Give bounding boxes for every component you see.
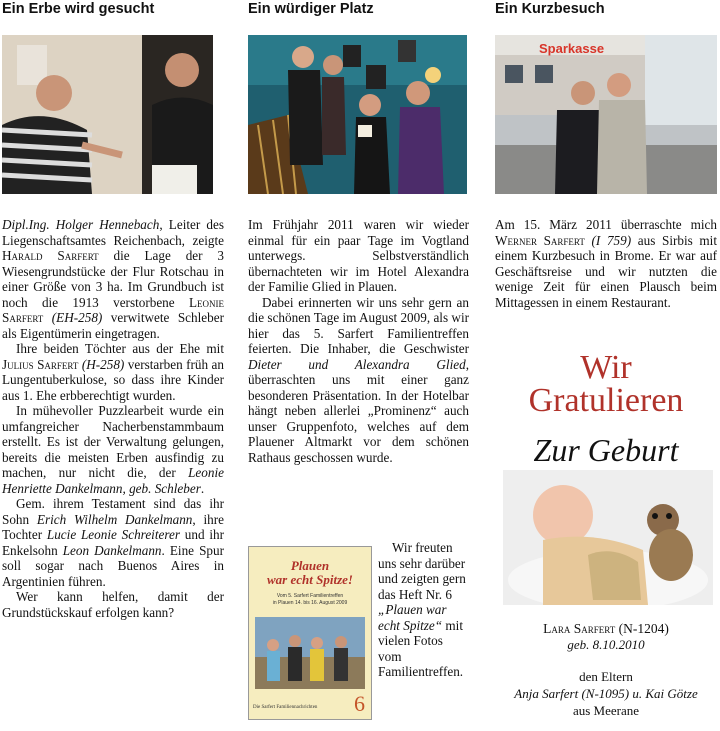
text-run: verstarben früh an Lungentuberkulose, so dass ihre Kinder aus 1. Ehe erbberechtigt wurden. <box>2 356 225 403</box>
eltern-names: Anja Sarfert (N-1095) u. Kai Götze <box>514 686 698 701</box>
italic-run: Lucie Leonie Schreiterer <box>46 527 180 542</box>
paragraph-erbe-1 <box>2 217 224 341</box>
text-run <box>585 233 592 248</box>
baby-name-line <box>495 620 717 637</box>
sparkasse-sign: Sparkasse <box>539 41 605 56</box>
booklet-title-line2: war echt Spitze! <box>267 572 353 587</box>
paragraph-kurzbesuch-1 <box>495 217 717 310</box>
eltern-place: aus Meerane <box>572 703 640 718</box>
italic-run: Leonie Henriette Dankelmann, geb. Schleber <box>2 465 224 496</box>
text-kurzbesuch <box>495 217 717 310</box>
booklet-cover <box>248 546 372 720</box>
booklet-subtitle <box>249 593 371 607</box>
gratulieren-line2: Gratulieren <box>528 382 684 419</box>
smallcaps-run: Leonie Sarfert <box>2 294 224 325</box>
baby-id: (N-1204) <box>615 621 669 636</box>
text-run: und ihr Enkelsohn <box>2 527 224 558</box>
paragraph-platz-2 <box>248 295 469 466</box>
smallcaps-run: Julius Sarfert <box>2 356 79 372</box>
column-kurzbesuch <box>495 0 717 718</box>
italic-run: „Plauen war echt Spitze“ <box>378 602 447 633</box>
column-platz <box>248 0 469 716</box>
photo-kurzbesuch <box>495 35 717 194</box>
italic-run: Dipl.Ing. Holger Hennebach <box>2 217 160 232</box>
text-run: Gem. ihrem Testament sind das ihr Sohn <box>2 496 224 527</box>
paragraph-erbe-3 <box>2 403 224 496</box>
baby-name: Lara Sarfert <box>543 621 616 636</box>
booklet-subtitle-line1: Vom 5. Sarfert Familientreffen <box>276 593 344 599</box>
text-run: Im Frühjahr 2011 waren wir wieder einmal für ein paar Tage im Vogtland unterwegs. Selbstverständlich übernachteten wir im Hotel Alexandra der Familie Glied in Plauen. <box>248 217 469 294</box>
text-run: , überraschten uns mit einer ganz besonderen Präsentation. In der Hotelbar hängt neben allerlei „Prominenz“ auch unser Gruppenfoto, welches auf dem Plauener Altmarkt vor dem schönen Rathaus geschossen wurde. <box>248 356 469 465</box>
photo-baby <box>503 470 713 605</box>
heading-erbe: Ein Erbe wird gesucht <box>2 1 155 17</box>
booklet-footer: Die Sarfert Familiennachrichten <box>253 705 318 710</box>
text-run: mit vielen Fotos vom Familientreffen. <box>378 617 464 679</box>
text-run: Wir freuten uns sehr darüber und zeigten gern das Heft Nr. 6 <box>378 540 466 602</box>
eltern-label: den Eltern <box>579 669 633 684</box>
text-erbe <box>2 217 224 620</box>
text-run: . <box>200 480 205 496</box>
booklet-photo <box>255 617 365 689</box>
text-run: Am 15. März 2011 überraschte mich <box>495 217 717 232</box>
paragraph-erbe-2 <box>2 341 224 403</box>
text-run: die Lage der 3 Wiesengrundstücke der Flur Rotschau in einer Größe von 3 ha. Im Grundbuch ist noch die 1913 verstorbene <box>2 248 224 310</box>
italic-run: (H-258) <box>81 356 125 372</box>
text-run: Wer kann helfen, damit der Grundstückskauf erfolgen kann? <box>2 589 224 620</box>
heading-platz: Ein würdiger Platz <box>248 1 374 17</box>
paragraph-erbe-4 <box>2 496 224 589</box>
text-run: Dabei erinnerten wir uns sehr gern an die schönen Tage im August 2009, als wir hier das 5. Sarfert Familientreffen feierten. Die Inhaber, die Geschwister <box>248 294 469 356</box>
italic-run: Leon Dankelmann <box>62 542 162 558</box>
column-erbe <box>2 0 225 620</box>
text-run: Ihre beiden Töchter aus der Ehe mit <box>16 341 224 356</box>
heading-kurzbesuch: Ein Kurzbesuch <box>495 1 605 17</box>
photo-erbe <box>2 35 213 194</box>
text-platz-side <box>378 540 468 680</box>
italic-run: Dieter und Alexandra Glied <box>248 356 466 372</box>
text-run: aus Sirbis mit einem Kurzbesuch in Brome. Er war auf Geschäftsreise und wir nutzten die wenige Zeit für einen Plausch beim Mittagessen in einem Restaurant. <box>495 232 717 310</box>
baby-date: geb. 8.10.2010 <box>567 637 645 652</box>
booklet-number: 6 <box>354 691 365 716</box>
booklet-title-line1: Plauen <box>290 558 330 573</box>
text-run: , Leiter des Liegenschaftsamtes Reichenbach, zeigte <box>2 217 225 248</box>
gratulieren-line1: Wir <box>580 349 632 386</box>
italic-run: (EH-258) <box>51 310 103 325</box>
text-run <box>43 310 51 325</box>
italic-run: (I 759) <box>591 232 632 248</box>
paragraph-erbe-5 <box>2 589 224 620</box>
text-run: , ihre Tochter <box>2 511 224 542</box>
booklet-title <box>249 559 371 587</box>
zur-geburt-heading: Zur Geburt <box>533 432 679 468</box>
paragraph-platz-1 <box>248 217 469 295</box>
text-run: . Eine Spur soll sogar nach Buenos Aires in Argentinien führen. <box>2 542 224 589</box>
booklet-subtitle-line2: in Plauen 14. bis 16. August 2009 <box>272 600 348 606</box>
text-run: In mühevoller Puzzlearbeit wurde ein umfangreicher Nacherbenstammbaum erstellt. Es ist der Verwaltung gelungen, bereits die meisten Erben ausfindig zu machen, nur nicht die, der <box>2 403 224 480</box>
paragraph-platz-3 <box>378 540 468 680</box>
smallcaps-run: Werner Sarfert <box>495 232 585 248</box>
text-platz-main <box>248 217 469 465</box>
italic-run: Erich Wilhelm Dankelmann <box>36 511 193 527</box>
smallcaps-run: Harald Sarfert <box>2 248 99 263</box>
photo-platz <box>248 35 467 194</box>
text-run: verwitwete Schleber als Eigentümerin eingetragen. <box>2 310 224 341</box>
